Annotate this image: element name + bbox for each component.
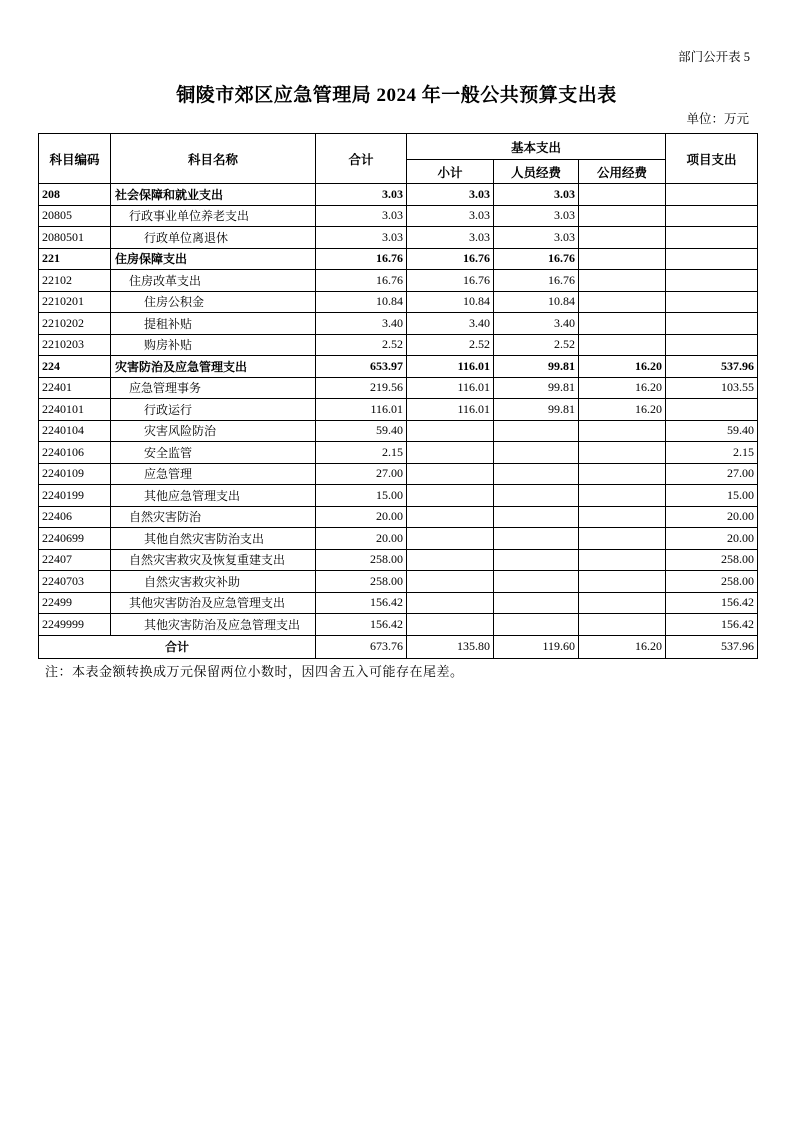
project-expenditure-cell bbox=[666, 291, 758, 313]
personnel-funds-cell bbox=[494, 506, 579, 528]
project-expenditure-cell: 15.00 bbox=[666, 485, 758, 507]
subject-name-cell: 其他灾害防治及应急管理支出 bbox=[111, 614, 316, 636]
budget-table bbox=[38, 133, 758, 659]
project-expenditure-cell: 2.15 bbox=[666, 442, 758, 464]
basic-subtotal-cell: 16.76 bbox=[407, 248, 494, 270]
personnel-funds-cell: 3.03 bbox=[494, 184, 579, 206]
grand-total-personnel-cell: 119.60 bbox=[494, 635, 579, 658]
subject-code-cell: 2240104 bbox=[39, 420, 111, 442]
project-expenditure-cell bbox=[666, 270, 758, 292]
basic-subtotal-cell bbox=[407, 614, 494, 636]
public-funds-cell bbox=[579, 442, 666, 464]
project-expenditure-cell bbox=[666, 227, 758, 249]
project-expenditure-cell bbox=[666, 313, 758, 335]
subject-name-cell: 行政事业单位养老支出 bbox=[111, 205, 316, 227]
total-cell: 59.40 bbox=[316, 420, 407, 442]
total-cell: 2.52 bbox=[316, 334, 407, 356]
header-public-funds: 公用经费 bbox=[579, 160, 666, 184]
personnel-funds-cell bbox=[494, 528, 579, 550]
grand-total-project-cell: 537.96 bbox=[666, 635, 758, 658]
subject-name-cell: 购房补贴 bbox=[111, 334, 316, 356]
public-funds-cell bbox=[579, 506, 666, 528]
header-total: 合计 bbox=[316, 134, 407, 184]
public-funds-cell bbox=[579, 248, 666, 270]
page-title: 铜陵市郊区应急管理局 2024 年一般公共预算支出表 bbox=[176, 85, 617, 106]
subject-name-cell: 其他自然灾害防治支出 bbox=[111, 528, 316, 550]
project-expenditure-cell: 537.96 bbox=[666, 356, 758, 378]
table-row bbox=[39, 506, 758, 528]
table-row bbox=[39, 227, 758, 249]
subject-name-cell: 住房保障支出 bbox=[111, 248, 316, 270]
public-funds-cell: 16.20 bbox=[579, 377, 666, 399]
project-expenditure-cell bbox=[666, 184, 758, 206]
personnel-funds-cell bbox=[494, 485, 579, 507]
subject-code-cell: 22499 bbox=[39, 592, 111, 614]
basic-subtotal-cell: 116.01 bbox=[407, 356, 494, 378]
basic-subtotal-cell bbox=[407, 442, 494, 464]
personnel-funds-cell: 99.81 bbox=[494, 356, 579, 378]
total-cell: 258.00 bbox=[316, 549, 407, 571]
public-funds-cell bbox=[579, 549, 666, 571]
total-cell: 15.00 bbox=[316, 485, 407, 507]
subject-name-cell: 社会保障和就业支出 bbox=[111, 184, 316, 206]
table-row bbox=[39, 313, 758, 335]
grand-total-total-cell: 673.76 bbox=[316, 635, 407, 658]
table-row bbox=[39, 463, 758, 485]
basic-subtotal-cell: 2.52 bbox=[407, 334, 494, 356]
subject-name-cell: 灾害风险防治 bbox=[111, 420, 316, 442]
table-row bbox=[39, 592, 758, 614]
subject-code-cell: 224 bbox=[39, 356, 111, 378]
total-cell: 653.97 bbox=[316, 356, 407, 378]
subject-name-cell: 住房改革支出 bbox=[111, 270, 316, 292]
subject-code-cell: 20805 bbox=[39, 205, 111, 227]
basic-subtotal-cell bbox=[407, 571, 494, 593]
personnel-funds-cell: 3.03 bbox=[494, 227, 579, 249]
header-personnel-funds: 人员经费 bbox=[494, 160, 579, 184]
public-funds-cell bbox=[579, 270, 666, 292]
subject-name-cell: 安全监管 bbox=[111, 442, 316, 464]
personnel-funds-cell: 99.81 bbox=[494, 377, 579, 399]
personnel-funds-cell: 16.76 bbox=[494, 248, 579, 270]
table-row bbox=[39, 399, 758, 421]
basic-subtotal-cell: 3.03 bbox=[407, 205, 494, 227]
table-row bbox=[39, 291, 758, 313]
basic-subtotal-cell: 3.03 bbox=[407, 227, 494, 249]
public-funds-cell bbox=[579, 614, 666, 636]
subject-name-cell: 自然灾害救灾补助 bbox=[111, 571, 316, 593]
table-row bbox=[39, 614, 758, 636]
personnel-funds-cell: 16.76 bbox=[494, 270, 579, 292]
table-body bbox=[39, 184, 758, 636]
public-funds-cell: 16.20 bbox=[579, 356, 666, 378]
subject-code-cell: 221 bbox=[39, 248, 111, 270]
table-row bbox=[39, 377, 758, 399]
grand-total-public-cell: 16.20 bbox=[579, 635, 666, 658]
project-expenditure-cell bbox=[666, 205, 758, 227]
personnel-funds-cell bbox=[494, 420, 579, 442]
public-funds-cell bbox=[579, 184, 666, 206]
table-row bbox=[39, 549, 758, 571]
public-funds-cell bbox=[579, 571, 666, 593]
basic-subtotal-cell bbox=[407, 506, 494, 528]
public-funds-cell bbox=[579, 485, 666, 507]
table-row bbox=[39, 334, 758, 356]
project-expenditure-cell bbox=[666, 334, 758, 356]
public-funds-cell bbox=[579, 528, 666, 550]
project-expenditure-cell bbox=[666, 248, 758, 270]
basic-subtotal-cell: 16.76 bbox=[407, 270, 494, 292]
grand-total-label: 合计 bbox=[39, 635, 316, 658]
subject-code-cell: 22407 bbox=[39, 549, 111, 571]
personnel-funds-cell bbox=[494, 442, 579, 464]
subject-code-cell: 2249999 bbox=[39, 614, 111, 636]
subject-name-cell: 应急管理 bbox=[111, 463, 316, 485]
subject-name-cell: 其他灾害防治及应急管理支出 bbox=[111, 592, 316, 614]
subject-code-cell: 22406 bbox=[39, 506, 111, 528]
total-cell: 116.01 bbox=[316, 399, 407, 421]
header-subject-name: 科目名称 bbox=[111, 134, 316, 184]
subject-code-cell: 2210202 bbox=[39, 313, 111, 335]
project-expenditure-cell: 20.00 bbox=[666, 506, 758, 528]
basic-subtotal-cell: 3.40 bbox=[407, 313, 494, 335]
project-expenditure-cell: 156.42 bbox=[666, 614, 758, 636]
project-expenditure-cell: 20.00 bbox=[666, 528, 758, 550]
table-row bbox=[39, 485, 758, 507]
subject-name-cell: 行政运行 bbox=[111, 399, 316, 421]
project-expenditure-cell: 103.55 bbox=[666, 377, 758, 399]
subject-name-cell: 住房公积金 bbox=[111, 291, 316, 313]
subject-name-cell: 行政单位离退休 bbox=[111, 227, 316, 249]
table-row bbox=[39, 528, 758, 550]
public-funds-cell bbox=[579, 420, 666, 442]
subject-name-cell: 其他应急管理支出 bbox=[111, 485, 316, 507]
grand-total-row bbox=[39, 635, 758, 658]
note-text: 注：本表金额转换成万元保留两位小数时，因四舍五入可能存在尾差。 bbox=[45, 664, 464, 679]
project-expenditure-cell: 59.40 bbox=[666, 420, 758, 442]
project-expenditure-cell bbox=[666, 399, 758, 421]
subject-code-cell: 2240699 bbox=[39, 528, 111, 550]
basic-subtotal-cell: 10.84 bbox=[407, 291, 494, 313]
doc-number-label: 部门公开表 5 bbox=[678, 50, 750, 64]
project-expenditure-cell: 156.42 bbox=[666, 592, 758, 614]
header-subject-code: 科目编码 bbox=[39, 134, 111, 184]
total-cell: 156.42 bbox=[316, 614, 407, 636]
total-cell: 156.42 bbox=[316, 592, 407, 614]
subject-code-cell: 2240101 bbox=[39, 399, 111, 421]
personnel-funds-cell bbox=[494, 571, 579, 593]
basic-subtotal-cell bbox=[407, 549, 494, 571]
table-row bbox=[39, 184, 758, 206]
personnel-funds-cell bbox=[494, 549, 579, 571]
public-funds-cell: 16.20 bbox=[579, 399, 666, 421]
total-cell: 2.15 bbox=[316, 442, 407, 464]
total-cell: 20.00 bbox=[316, 506, 407, 528]
header-basic-expenditure-group: 基本支出 bbox=[407, 134, 666, 160]
total-cell: 16.76 bbox=[316, 270, 407, 292]
basic-subtotal-cell: 3.03 bbox=[407, 184, 494, 206]
public-funds-cell bbox=[579, 463, 666, 485]
subject-code-cell: 2240199 bbox=[39, 485, 111, 507]
personnel-funds-cell: 99.81 bbox=[494, 399, 579, 421]
total-cell: 16.76 bbox=[316, 248, 407, 270]
subject-name-cell: 应急管理事务 bbox=[111, 377, 316, 399]
total-cell: 27.00 bbox=[316, 463, 407, 485]
subject-name-cell: 自然灾害救灾及恢复重建支出 bbox=[111, 549, 316, 571]
table-row bbox=[39, 420, 758, 442]
public-funds-cell bbox=[579, 227, 666, 249]
table-row bbox=[39, 571, 758, 593]
subject-code-cell: 2240703 bbox=[39, 571, 111, 593]
personnel-funds-cell bbox=[494, 614, 579, 636]
total-cell: 20.00 bbox=[316, 528, 407, 550]
unit-label: 单位：万元 bbox=[686, 112, 749, 126]
personnel-funds-cell bbox=[494, 592, 579, 614]
subject-code-cell: 2240109 bbox=[39, 463, 111, 485]
subject-code-cell: 2080501 bbox=[39, 227, 111, 249]
table-row bbox=[39, 248, 758, 270]
total-cell: 258.00 bbox=[316, 571, 407, 593]
personnel-funds-cell: 3.40 bbox=[494, 313, 579, 335]
subject-code-cell: 2240106 bbox=[39, 442, 111, 464]
personnel-funds-cell bbox=[494, 463, 579, 485]
basic-subtotal-cell bbox=[407, 463, 494, 485]
total-cell: 3.40 bbox=[316, 313, 407, 335]
header-project-expenditure: 项目支出 bbox=[666, 134, 758, 184]
total-cell: 219.56 bbox=[316, 377, 407, 399]
table-row bbox=[39, 205, 758, 227]
subject-name-cell: 灾害防治及应急管理支出 bbox=[111, 356, 316, 378]
basic-subtotal-cell bbox=[407, 420, 494, 442]
public-funds-cell bbox=[579, 205, 666, 227]
personnel-funds-cell: 3.03 bbox=[494, 205, 579, 227]
basic-subtotal-cell bbox=[407, 485, 494, 507]
project-expenditure-cell: 27.00 bbox=[666, 463, 758, 485]
subject-name-cell: 提租补贴 bbox=[111, 313, 316, 335]
public-funds-cell bbox=[579, 313, 666, 335]
subject-code-cell: 22102 bbox=[39, 270, 111, 292]
subject-code-cell: 208 bbox=[39, 184, 111, 206]
total-cell: 10.84 bbox=[316, 291, 407, 313]
public-funds-cell bbox=[579, 291, 666, 313]
table-row bbox=[39, 270, 758, 292]
basic-subtotal-cell bbox=[407, 528, 494, 550]
project-expenditure-cell: 258.00 bbox=[666, 549, 758, 571]
header-subtotal: 小计 bbox=[407, 160, 494, 184]
basic-subtotal-cell: 116.01 bbox=[407, 399, 494, 421]
table-row bbox=[39, 356, 758, 378]
personnel-funds-cell: 10.84 bbox=[494, 291, 579, 313]
subject-code-cell: 2210201 bbox=[39, 291, 111, 313]
header-row-top bbox=[39, 134, 758, 160]
subject-name-cell: 自然灾害防治 bbox=[111, 506, 316, 528]
public-funds-cell bbox=[579, 592, 666, 614]
table-header bbox=[39, 134, 758, 184]
personnel-funds-cell: 2.52 bbox=[494, 334, 579, 356]
basic-subtotal-cell bbox=[407, 592, 494, 614]
total-cell: 3.03 bbox=[316, 227, 407, 249]
basic-subtotal-cell: 116.01 bbox=[407, 377, 494, 399]
project-expenditure-cell: 258.00 bbox=[666, 571, 758, 593]
subject-code-cell: 2210203 bbox=[39, 334, 111, 356]
public-funds-cell bbox=[579, 334, 666, 356]
total-cell: 3.03 bbox=[316, 184, 407, 206]
table-row bbox=[39, 442, 758, 464]
grand-total-subtotal-cell: 135.80 bbox=[407, 635, 494, 658]
total-cell: 3.03 bbox=[316, 205, 407, 227]
subject-code-cell: 22401 bbox=[39, 377, 111, 399]
